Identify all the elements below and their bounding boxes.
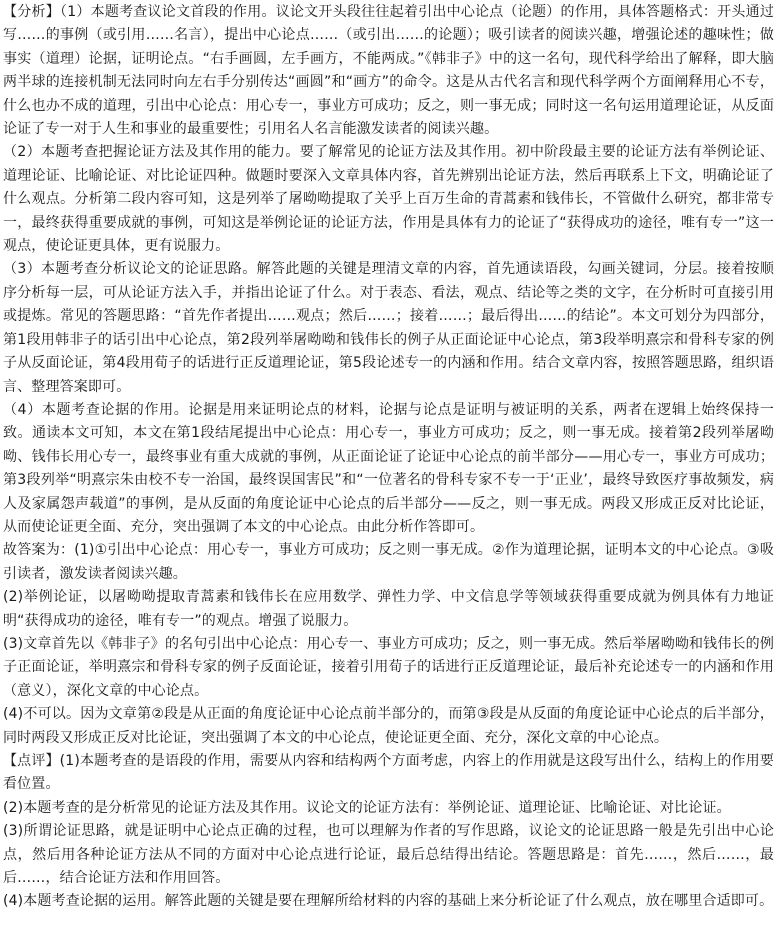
analysis-paragraph-3: （3）本题考查分析议论文的论证思路。解答此题的关键是理清文章的内容，首先通读语段，勾画关键词，分层。接着按顺序分析每一层，可从论证方法入手，并指出论证了什么。对于表态、看法，观点、结论等之类的文字，在分析时可直接引用或提炼。常见的答题思路：“首先作者提出……观点；然后……；接着……；最后得出……的结论”。本文可划分为四部分，第1段用韩非子的话引出中心论点，第2段列举屠呦呦和钱伟长的例子从正面论证中心论点，第3段举明熹宗和骨科专家的例子从反面论证，第4段用荀子的话进行正反道理论证，第5段论述专一的内涵和作用。结合文章内容，按照答题思路，组织语言、整理答案即可。 — [3, 261, 774, 395]
analysis-paragraph-4: （4）本题考查论据的作用。论据是用来证明论点的材料，论据与论点是证明与被证明的关系，两者在逻辑上始终保持一致。通读本文可知，本文在第1段结尾提出中心论点：用心专一，事业方可成功；反之，则一事无成。接着第2段列举屠呦呦、钱伟长用心专一，最终事业有重大成就的事例，从正面论证了论证中心论点的前半部分——用心专一，事业方可成功；第3段列举“明熹宗朱由校不专一治国，最终误国害民”和“一位著名的骨科专家不专一于‘正业’，最终导致医疗事故频发，病人及家属怨声载道”的事例，是从反面的角度论证中心论点的后半部分——反之，则一事无成。两段又形成正反对比论证，从而使论证更全面、充分，突出强调了本文的中心论点。由此分析作答即可。 — [3, 401, 774, 535]
comment-paragraph-4: (4)本题考查论据的运用。解答此题的关键是要在理解所给材料的内容的基础上来分析论证了什么观点，放在哪里合适即可。 — [3, 893, 774, 910]
answer-paragraph-1: 故答案为：(1)①引出中心论点：用心专一，事业方可成功；反之则一事无成。②作为道理论据，证明本文的中心论点。③吸引读者，激发读者阅读兴趣。 — [3, 542, 774, 582]
comment-paragraph-3: (3)所谓论证思路，就是证明中心论点正确的过程，也可以理解为作者的写作思路，议论文的论证思路一般是先引出中心论点，然后用各种论证方法从不同的方面对中心论点进行论证，最后总结得出结论。答题思路是：首先……，然后……，最后……，结合论证方法和作用回答。 — [3, 823, 774, 887]
analysis-paragraph-2: （2）本题考查把握论证方法及其作用的能力。要了解常见的论证方法及其作用。初中阶段最主要的论证方法有举例论证、道理论证、比喻论证、对比论证四种。做题时要深入文章具体内容，首先辨别出论证方法，然后再联系上下文，明确论证了什么观点。分析第二段内容可知，这是列举了屠呦呦提取了关乎上百万生命的青蒿素和钱伟长，不管做什么研究，都非常专一，最终获得重要成就的事例，可知这是举例论证的论证方法，作用是具体有力的论证了“获得成功的途径，唯有专一”这一观点，使论证更具体，更有说服力。 — [3, 144, 774, 255]
answer-paragraph-2: (2)举例论证，以屠呦呦提取青蒿素和钱伟长在应用数学、弹性力学、中文信息学等领域获得重要成就为例具体有力地证明“获得成功的途径，唯有专一”的观点。增强了说服力。 — [3, 589, 774, 629]
answer-paragraph-4: (4)不可以。因为文章第②段是从正面的角度论证中心论点前半部分的，而第③段是从反面的角度论证中心论点的后半部分，同时两段又形成正反对比论证，突出强调了本文的中心论点，使论证更全面、充分，深化文章的中心论点。 — [3, 706, 774, 746]
comment-paragraph-1: 【点评】(1)本题考查的是语段的作用，需要从内容和结构两个方面考虑，内容上的作用就是这段写出什么，结构上的作用要看位置。 — [3, 753, 774, 793]
answer-paragraph-3: (3)文章首先以《韩非子》的名句引出中心论点：用心专一、事业方可成功；反之，则一事无成。然后举屠呦呦和钱伟长的例子正面论证，举明熹宗和骨科专家的例子反面论证，接着引用荀子的话进行正反道理论证，最后补充论述专一的内涵和作用（意义），深化文章的中心论点。 — [3, 635, 774, 699]
comment-paragraph-2: (2)本题考查的是分析常见的论证方法及其作用。议论文的论证方法有：举例论证、道理论证、比喻论证、对比论证。 — [3, 799, 731, 816]
analysis-paragraph-1: 【分析】（1）本题考查议论文首段的作用。议论文开头段往往起着引出中心论点（论题）的作用，具体答题格式：开头通过写……的事例（或引用……名言），提出中心论点……（或引出……的论题）；吸引读者的阅读兴趣，增强论述的趣味性；做事实（道理）论据，证明论点。“右手画圆，左手画方，不能两成。”《韩非子》中的这一名句，现代科学给出了解释，即大脑两半球的连接机制无法同时向左右手分别传达“画圆”和“画方”的命令。这是从古代名言和现代科学两个方面阐释用心不专，什么也办不成的道理，引出中心论点：用心专一，事业方可成功；反之，则一事无成；同时这一名句运用道理论证，从反面论证了专一对于人生和事业的最重要性；引用名人名言能激发读者的阅读兴趣。 — [3, 4, 774, 138]
